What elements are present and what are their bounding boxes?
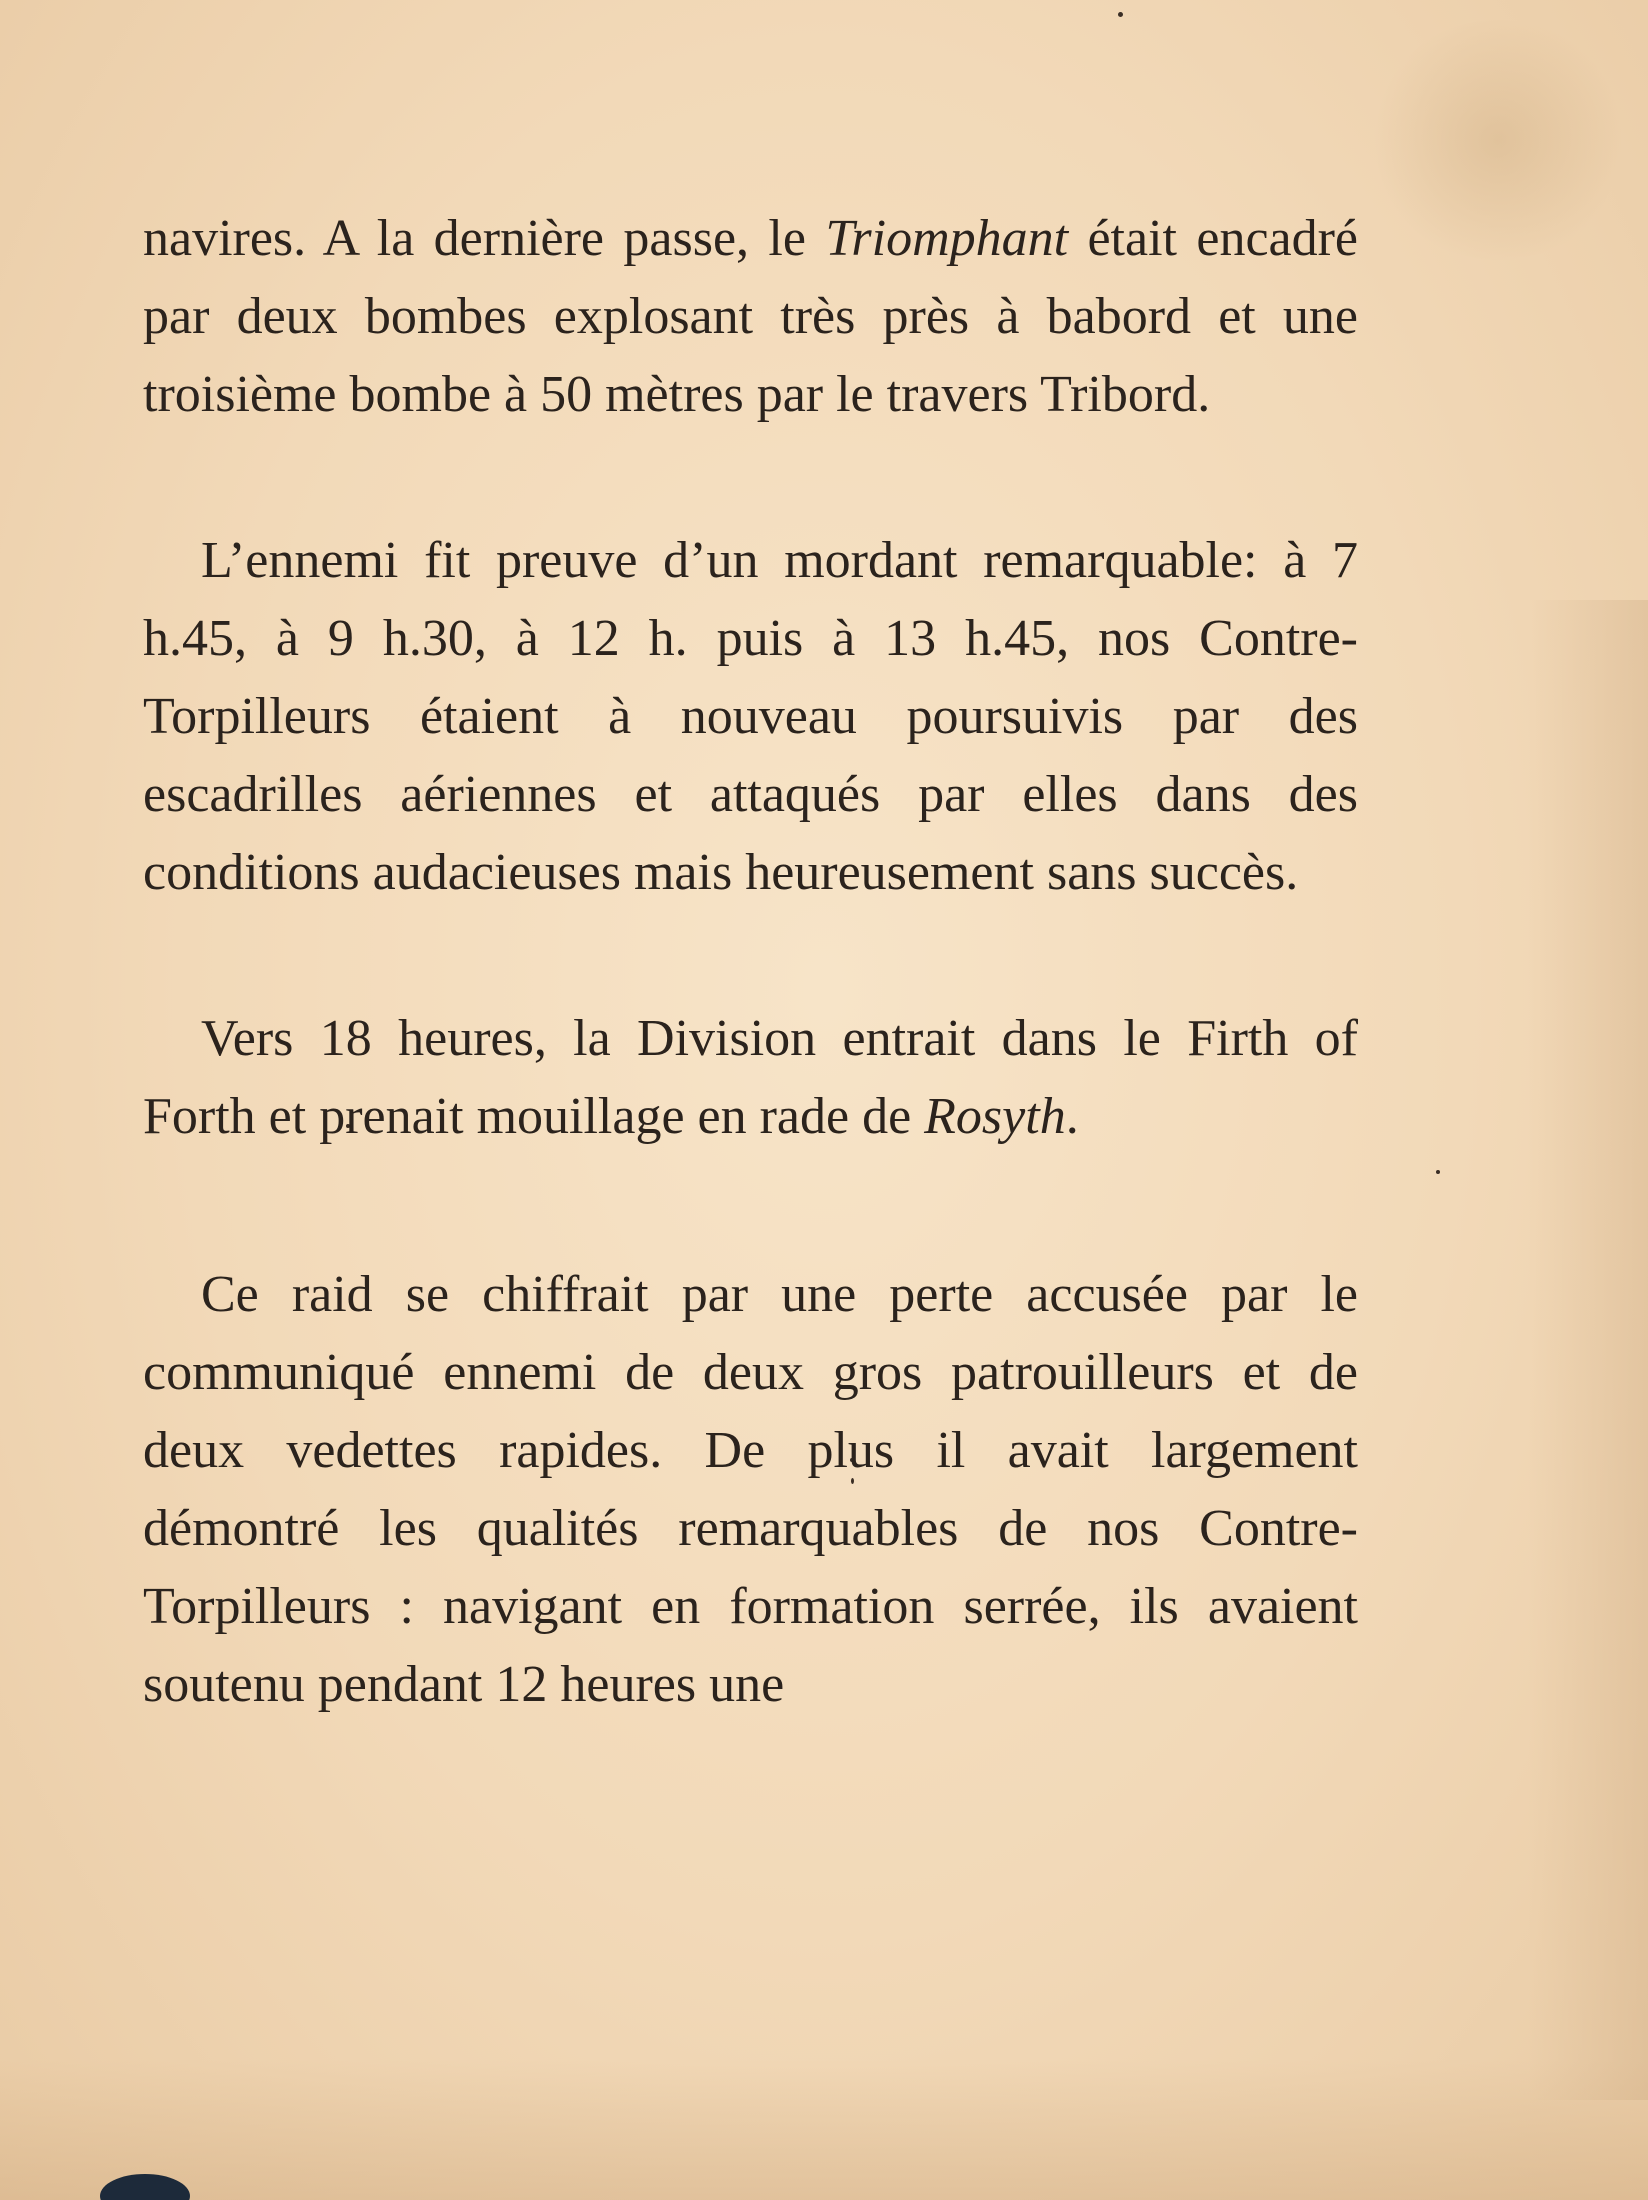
paragraph-spacer — [143, 912, 1358, 1000]
paragraph-3 — [143, 1000, 1358, 1156]
paper-stain — [1368, 20, 1628, 260]
ship-name-italic: Triomphant — [825, 210, 1069, 267]
paragraph-text: Vers 18 heures, la Division entrait dans le Firth of Forth et prenait mouillage en rade de — [143, 1010, 1358, 1145]
paper-speck — [1436, 1170, 1440, 1174]
paragraph-spacer — [143, 1156, 1358, 1256]
body-text — [143, 200, 1358, 1724]
paragraph-4: Ce raid se chiffrait par une perte accusée par le communiqué ennemi de deux gros patrouilleurs et de deux vedettes rapides. De plus il avait largement démontré les qualités remarquables de nos Contre- Torpilleurs : navigant en formation serrée, ils avaient soutenu pendant 12 heures une — [143, 1266, 1358, 1713]
paragraph-spacer — [143, 434, 1358, 522]
place-name-italic: Rosyth — [924, 1088, 1066, 1145]
paragraph-2: L’ennemi fit preuve d’un mordant remarquable: à 7 h.45, à 9 h.30, à 12 h. puis à 13 h.45, nos Contre-Torpilleurs étaient à nouveau poursuivis par des escadrilles aériennes et attaqués par elles dans des conditions audacieuses mais heureusement sans succès. — [143, 532, 1358, 901]
paragraph-1 — [143, 200, 1358, 434]
paragraph-text: . — [1065, 1088, 1079, 1145]
paper-stain — [1528, 600, 1648, 2100]
paper-speck — [1118, 12, 1123, 17]
paper-stain — [0, 2060, 1648, 2200]
paragraph-text: était encadré par deux bombes explosant très près à babord et une troisième bombe à 50 mètres par le travers Tribord. — [143, 210, 1359, 423]
paragraph-text: navires. A la dernière passe, le — [143, 210, 826, 267]
